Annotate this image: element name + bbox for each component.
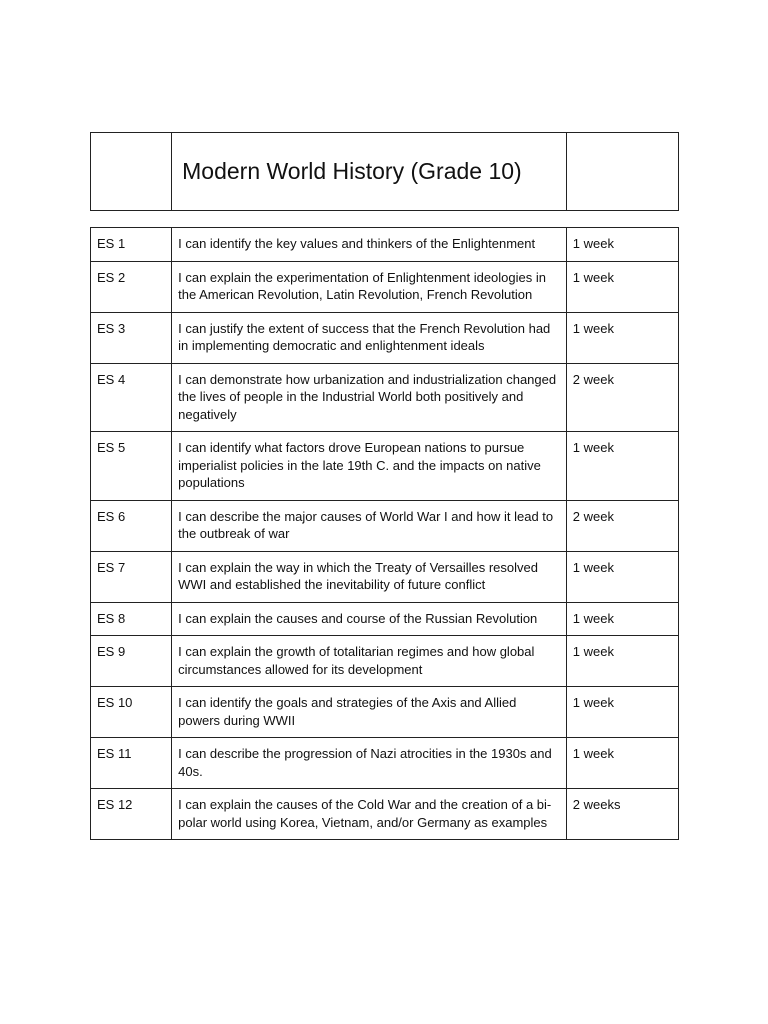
table-row xyxy=(91,789,679,840)
standard-code: ES 2 xyxy=(91,261,172,312)
standard-code: ES 10 xyxy=(91,687,172,738)
standard-duration: 1 week xyxy=(566,602,678,636)
standard-statement: I can demonstrate how urbanization and industrialization changed the lives of people in the Industrial World both positively and negatively xyxy=(172,363,567,432)
standard-duration: 1 week xyxy=(566,738,678,789)
standard-statement: I can identify the goals and strategies of the Axis and Allied powers during WWII xyxy=(172,687,567,738)
standard-statement: I can describe the major causes of World War I and how it lead to the outbreak of war xyxy=(172,500,567,551)
standard-code: ES 12 xyxy=(91,789,172,840)
standard-code: ES 7 xyxy=(91,551,172,602)
standard-statement: I can describe the progression of Nazi atrocities in the 1930s and 40s. xyxy=(172,738,567,789)
standard-duration: 1 week xyxy=(566,261,678,312)
table-row xyxy=(91,738,679,789)
standard-statement: I can explain the growth of totalitarian regimes and how global circumstances allowed for its development xyxy=(172,636,567,687)
standard-duration: 1 week xyxy=(566,636,678,687)
standard-statement: I can justify the extent of success that the French Revolution had in implementing democratic and enlightenment ideals xyxy=(172,312,567,363)
table-row xyxy=(91,687,679,738)
title-right-cell xyxy=(566,133,678,211)
standard-duration: 2 week xyxy=(566,500,678,551)
standard-statement: I can identify what factors drove European nations to pursue imperialist policies in the late 19th C. and the impacts on native populations xyxy=(172,432,567,501)
standard-statement: I can explain the way in which the Treaty of Versailles resolved WWI and established the inevitability of future conflict xyxy=(172,551,567,602)
table-row xyxy=(91,363,679,432)
standard-duration: 1 week xyxy=(566,312,678,363)
table-row xyxy=(91,636,679,687)
standards-table xyxy=(90,227,679,840)
standard-duration: 2 weeks xyxy=(566,789,678,840)
standard-duration: 1 week xyxy=(566,432,678,501)
standard-statement: I can explain the experimentation of Enlightenment ideologies in the American Revolution, Latin Revolution, French Revolution xyxy=(172,261,567,312)
standards-body xyxy=(91,228,679,840)
standard-code: ES 9 xyxy=(91,636,172,687)
standard-statement: I can explain the causes of the Cold War and the creation of a bi-polar world using Korea, Vietnam, and/or Germany as examples xyxy=(172,789,567,840)
standard-code: ES 3 xyxy=(91,312,172,363)
page-title: Modern World History (Grade 10) xyxy=(172,133,567,211)
standard-duration: 1 week xyxy=(566,551,678,602)
table-row xyxy=(91,312,679,363)
title-row xyxy=(91,133,679,211)
standard-statement: I can identify the key values and thinkers of the Enlightenment xyxy=(172,228,567,262)
standard-code: ES 4 xyxy=(91,363,172,432)
table-row xyxy=(91,261,679,312)
table-row xyxy=(91,500,679,551)
standard-duration: 2 week xyxy=(566,363,678,432)
title-left-cell xyxy=(91,133,172,211)
standard-code: ES 11 xyxy=(91,738,172,789)
table-row xyxy=(91,432,679,501)
standard-code: ES 1 xyxy=(91,228,172,262)
standard-duration: 1 week xyxy=(566,687,678,738)
standard-duration: 1 week xyxy=(566,228,678,262)
table-row xyxy=(91,551,679,602)
table-row xyxy=(91,228,679,262)
standard-code: ES 5 xyxy=(91,432,172,501)
standard-statement: I can explain the causes and course of the Russian Revolution xyxy=(172,602,567,636)
standard-code: ES 8 xyxy=(91,602,172,636)
standard-code: ES 6 xyxy=(91,500,172,551)
title-table xyxy=(90,132,679,211)
table-row xyxy=(91,602,679,636)
